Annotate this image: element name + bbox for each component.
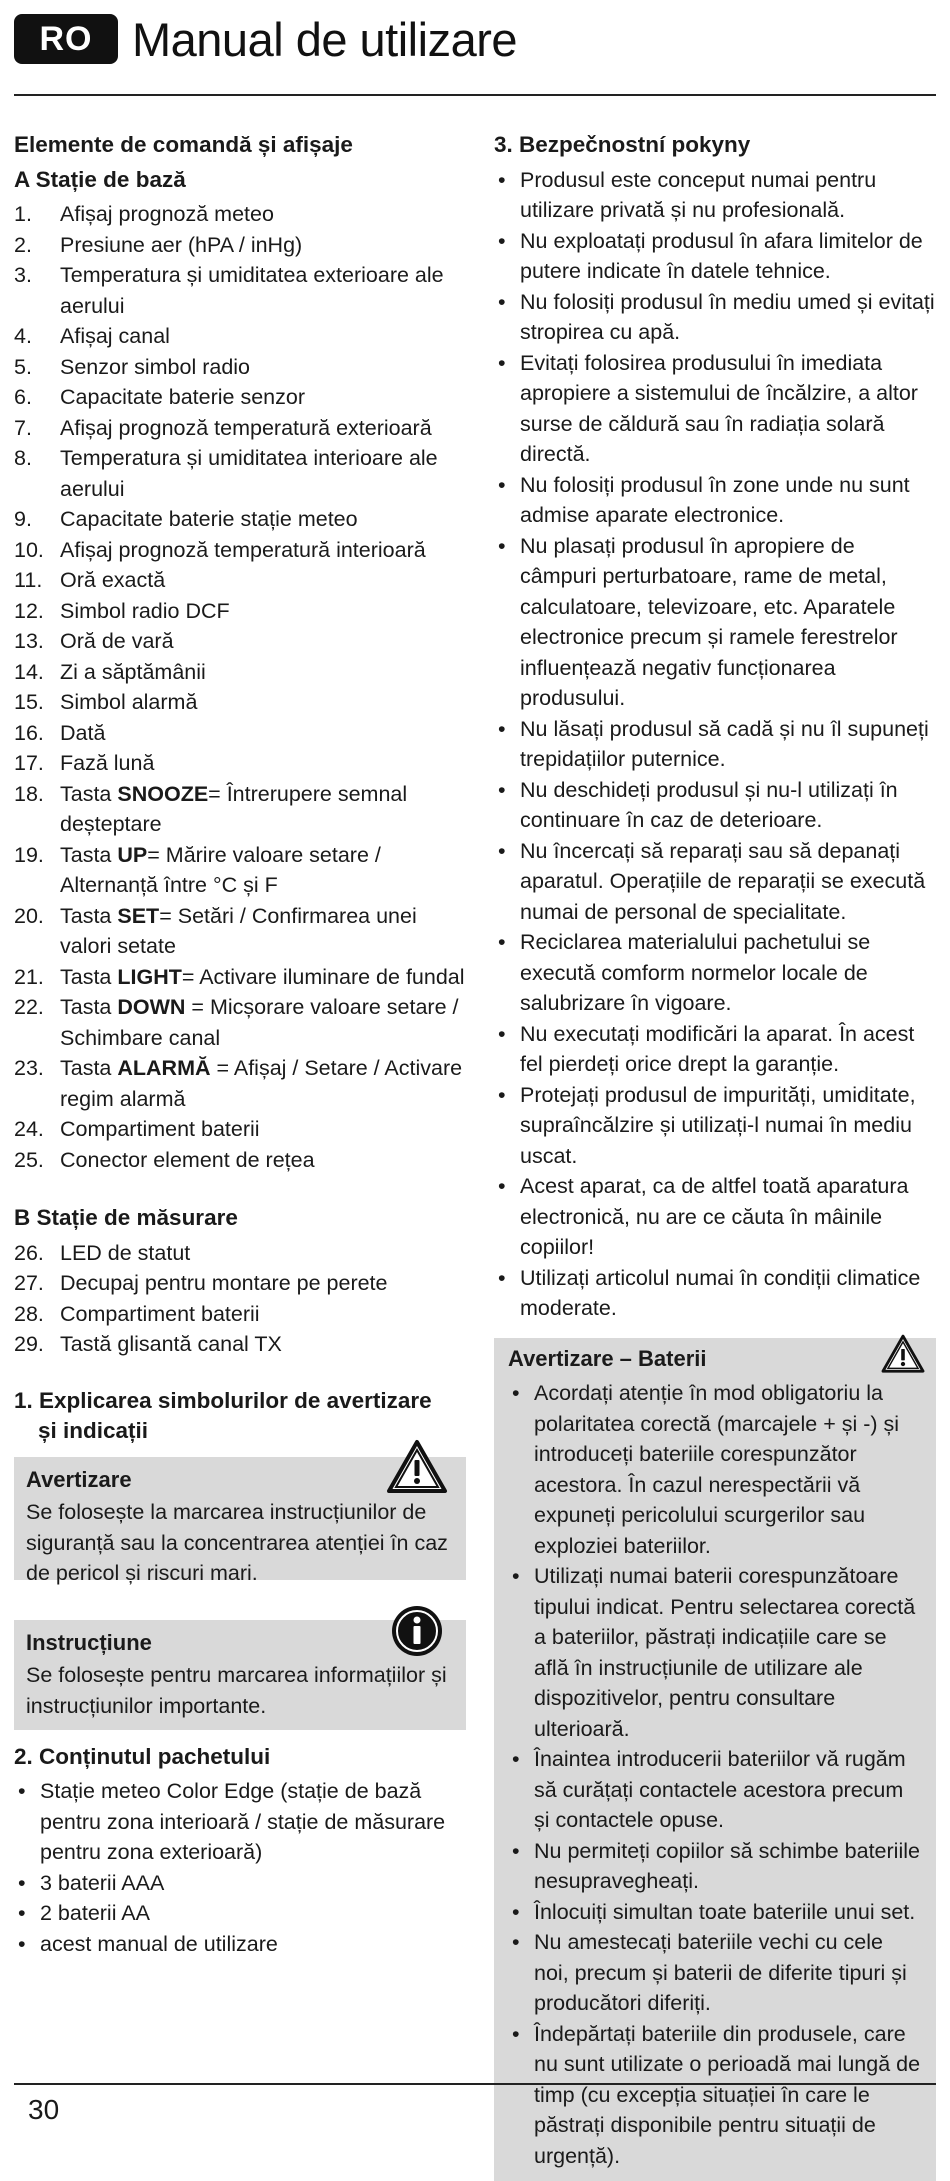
symbols-heading [14,1386,466,1447]
item-number: 24. [14,1114,60,1145]
bullet-icon: • [18,1776,26,1807]
item-text-post: = Activare iluminare de fundal [182,965,465,989]
list-item [14,748,466,779]
item-text [60,626,466,657]
list-item [14,321,466,352]
bullet-text: Nu deschideți produsul și nu-l utilizați în continuare în caz de deterioare. [520,778,898,833]
bullet-icon: • [512,1897,520,1928]
item-text-pre: Decupaj pentru montare pe perete [60,1271,388,1295]
safety-item [494,1080,936,1172]
package-item [14,1776,466,1868]
item-text-pre: Tasta [60,995,117,1019]
item-text-pre: Tastă glisantă canal TX [60,1332,282,1356]
list-item [14,1238,466,1269]
list-item [14,626,466,657]
bullet-icon: • [498,927,506,958]
item-text [60,901,466,962]
item-text-post: = Întrerupere semnal deșteptare [60,782,407,837]
list-item [14,1268,466,1299]
safety-item [494,927,936,1019]
base-station-list [14,199,466,1175]
safety-item [494,165,936,226]
bullet-icon: • [498,1263,506,1294]
item-text-pre: Oră de vară [60,629,174,653]
item-text [60,657,466,688]
bullet-icon: • [512,1836,520,1867]
list-item [14,260,466,321]
item-text-pre: Conector element de rețea [60,1148,315,1172]
bullet-text: Nu încercați să reparați sau să depanați aparatul. Operațiile de reparații se execută numai de personal de specialitate. [520,839,925,924]
bullet-text: Îndepărtați bateriile din produsele, care nu sunt utilizate o perioadă mai lungă de timp (cu excepția situației în care le păstrați disponibile pentru situații de urgență). [534,2022,920,2168]
list-item [14,718,466,749]
bullet-icon: • [18,1868,26,1899]
item-text-pre: Capacitate baterie stație meteo [60,507,358,531]
item-text [60,260,466,321]
bullet-text: Nu plasați produsul în apropiere de câmpuri perturbatoare, rame de metal, calculatoare, televizoare, etc. Aparatele electronice precum și ramele ferestrelor influențează negativ funcționarea produsului. [520,534,898,711]
list-item [14,1329,466,1360]
safety-item [494,714,936,775]
battery-item [508,1836,922,1897]
item-text-pre: Afișaj prognoză temperatură exterioară [60,416,432,440]
list-item [14,535,466,566]
item-text [60,1114,466,1145]
bullet-text: Nu lăsați produsul să cadă și nu îl supuneți trepidațiilor puternice. [520,717,929,772]
item-text-pre: Tasta [60,843,117,867]
list-item [14,1114,466,1145]
safety-item [494,1263,936,1324]
item-text-pre: Capacitate baterie senzor [60,385,305,409]
warning-box-text: Se folosește la marcarea instrucțiunilor de siguranță sau la concentrarea atenției în caz de pericol și riscuri mari. [26,1497,454,1589]
item-number: 17. [14,748,60,779]
item-text-pre: Simbol alarmă [60,690,197,714]
bullet-text: acest manual de utilizare [40,1932,278,1956]
package-item [14,1898,466,1929]
bullet-icon: • [498,348,506,379]
item-number: 16. [14,718,60,749]
bullet-icon: • [512,1378,520,1409]
bullet-icon: • [498,165,506,196]
item-text-pre: Zi a săptămânii [60,660,206,684]
bullet-icon: • [512,1744,520,1775]
safety-item [494,1171,936,1263]
list-item [14,992,466,1053]
item-text-pre: Tasta [60,782,117,806]
item-text [60,443,466,504]
item-number: 20. [14,901,60,962]
item-text [60,779,466,840]
safety-item [494,775,936,836]
bullet-text: Nu folosiți produsul în mediu umed și evitați stropirea cu apă. [520,290,935,345]
bullet-text: Nu folosiți produsul în zone unde nu sunt admise aparate electronice. [520,473,910,528]
item-text-pre: Compartiment baterii [60,1302,260,1326]
item-text [60,1268,466,1299]
safety-item [494,226,936,287]
item-text [60,1238,466,1269]
info-box-text: Se folosește pentru marcarea informațiilor și instrucțiunilor importante. [26,1660,454,1721]
list-item [14,443,466,504]
safety-item [494,348,936,470]
battery-item [508,1378,922,1561]
item-number: 27. [14,1268,60,1299]
controls-heading: Elemente de comandă și afișaje [14,130,466,161]
bullet-icon: • [498,287,506,318]
safety-instructions-list [494,165,936,1324]
bullet-text: Înaintea introducerii bateriilor vă rugăm să curățați contactele acestora precum și contactele opuse. [534,1747,906,1832]
item-text [60,413,466,444]
list-item [14,1299,466,1330]
warning-box [14,1457,466,1580]
bullet-text: Produsul este conceput numai pentru utilizare privată și nu profesională. [520,168,876,223]
package-contents-list [14,1776,466,1959]
left-column [14,130,466,1959]
list-item [14,1145,466,1176]
safety-heading: 3. Bezpečnostní pokyny [494,130,936,161]
item-text-pre: Afișaj canal [60,324,170,348]
battery-warning-title: Avertizare – Baterii [508,1344,922,1375]
bullet-icon: • [498,531,506,562]
item-text [60,1145,466,1176]
item-text-pre: Compartiment baterii [60,1117,260,1141]
bullet-text: Stație meteo Color Edge (stație de bază pentru zona interioară / stație de măsurare pentru zona exterioară) [40,1779,445,1864]
item-text-pre: Afișaj prognoză temperatură interioară [60,538,426,562]
item-text-pre: Oră exactă [60,568,165,592]
list-item [14,1053,466,1114]
bullet-text: Utilizați numai baterii corespunzătoare tipului indicat. Pentru selectarea corectă a bateriilor, păstrați indicațiile care se află în instrucțiunile de utilizare ale dispozitivelor, pentru consultare ulterioară. [534,1564,915,1741]
list-item [14,382,466,413]
item-text [60,962,466,993]
page-number: 30 [28,2094,59,2126]
item-number: 25. [14,1145,60,1176]
bullet-icon: • [498,226,506,257]
header-divider [14,94,936,96]
list-item [14,504,466,535]
item-text [60,687,466,718]
battery-item [508,1927,922,2019]
item-number: 13. [14,626,60,657]
item-number: 29. [14,1329,60,1360]
page-header [14,14,517,64]
item-number: 4. [14,321,60,352]
item-text-pre: Temperatura și umiditatea interioare ale aerului [60,446,438,501]
list-item [14,687,466,718]
bullet-icon: • [18,1898,26,1929]
item-text-pre: Simbol radio DCF [60,599,230,623]
item-number: 3. [14,260,60,321]
list-item [14,657,466,688]
base-station-heading: A Stație de bază [14,165,466,196]
list-item [14,413,466,444]
item-text-pre: Tasta [60,1056,117,1080]
package-item [14,1868,466,1899]
item-number: 2. [14,230,60,261]
footer-divider [14,2083,936,2085]
bullet-text: Acest aparat, ca de altfel toată aparatura electronică, nu are ce căuta în mâinile copiilor! [520,1174,908,1259]
item-text [60,992,466,1053]
item-key-name: DOWN [117,995,185,1019]
item-text-pre: Afișaj prognoză meteo [60,202,274,226]
bullet-icon: • [498,1171,506,1202]
list-item [14,199,466,230]
item-text [60,352,466,383]
item-number: 15. [14,687,60,718]
bullet-text: Protejați produsul de impurități, umiditate, supraîncălzire și utilizați-l numai în mediu uscat. [520,1083,916,1168]
item-text [60,596,466,627]
item-number: 8. [14,443,60,504]
warning-box-title: Avertizare [26,1465,454,1496]
symbols-heading-line1: 1. Explicarea simbolurilor de avertizare [14,1386,466,1417]
measuring-station-heading: B Stație de măsurare [14,1203,466,1234]
item-number: 9. [14,504,60,535]
info-box [14,1620,466,1730]
info-box-title: Instrucțiune [26,1628,454,1659]
list-item [14,352,466,383]
item-text-post: = Mărire valoare setare / Alternanță între °C și F [60,843,381,898]
bullet-text: Nu executați modificări la aparat. În acest fel pierdeți orice drept la garanție. [520,1022,914,1077]
bullet-icon: • [498,775,506,806]
item-text [60,321,466,352]
bullet-text: Evitați folosirea produsului în imediata apropiere a sistemului de încălzire, a altor surse de căldură sau în radiația solară directă. [520,351,918,467]
right-column [494,130,936,2181]
measuring-station-list [14,1238,466,1360]
symbols-heading-line2: și indicații [14,1416,466,1447]
item-text [60,565,466,596]
item-number: 23. [14,1053,60,1114]
safety-item [494,470,936,531]
item-key-name: ALARMĂ [117,1056,210,1080]
item-text-pre: Senzor simbol radio [60,355,250,379]
bullet-text: Utilizați articolul numai în condiții climatice moderate. [520,1266,920,1321]
bullet-text: Înlocuiți simultan toate bateriile unui set. [534,1900,915,1924]
item-text [60,504,466,535]
safety-item [494,287,936,348]
item-text [60,748,466,779]
battery-item [508,1897,922,1928]
item-number: 26. [14,1238,60,1269]
list-item [14,230,466,261]
item-text [60,718,466,749]
warning-triangle-icon [386,1439,448,1495]
item-key-name: SNOOZE [117,782,208,806]
item-key-name: LIGHT [117,965,182,989]
battery-item [508,1744,922,1836]
bullet-text: 2 baterii AA [40,1901,150,1925]
item-text-pre: Temperatura și umiditatea exterioare ale aerului [60,263,444,318]
item-number: 18. [14,779,60,840]
item-text-pre: Presiune aer (hPA / inHg) [60,233,302,257]
list-item [14,901,466,962]
item-number: 28. [14,1299,60,1330]
package-item [14,1929,466,1960]
safety-item [494,836,936,928]
item-text [60,1053,466,1114]
bullet-icon: • [498,836,506,867]
item-number: 5. [14,352,60,383]
battery-item [508,1561,922,1744]
bullet-text: Acordați atenție în mod obligatoriu la polaritatea corectă (marcajele + și -) și introduceți bateriile corespunzător acestora. În cazul nerespectării vă expuneți pericolului scurgerilor sau exploziei bateriilor. [534,1381,899,1558]
item-key-name: UP [117,843,147,867]
item-number: 19. [14,840,60,901]
item-text-post: = Afișaj / Setare / Activare regim alarmă [60,1056,462,1111]
list-item [14,565,466,596]
item-text-post: = Setări / Confirmarea unei valori setate [60,904,417,959]
item-text-post: = Micșorare valoare setare / Schimbare canal [60,995,459,1050]
item-text-pre: Fază lună [60,751,154,775]
list-item [14,596,466,627]
item-number: 12. [14,596,60,627]
safety-item [494,1019,936,1080]
item-text-pre: LED de statut [60,1241,190,1265]
item-text-pre: Tasta [60,904,117,928]
bullet-icon: • [512,1927,520,1958]
package-heading: 2. Conținutul pachetului [14,1742,466,1773]
item-text [60,1299,466,1330]
bullet-icon: • [18,1929,26,1960]
bullet-text: Nu exploatați produsul în afara limitelor de putere indicate în datele tehnice. [520,229,923,284]
bullet-icon: • [498,1019,506,1050]
item-text-pre: Dată [60,721,105,745]
item-number: 21. [14,962,60,993]
bullet-text: 3 baterii AAA [40,1871,164,1895]
battery-warning-box [494,1338,936,2181]
bullet-text: Nu amestecați bateriile vechi cu cele noi, precum și baterii de diferite tipuri și producători diferiți. [534,1930,907,2015]
item-number: 10. [14,535,60,566]
list-item [14,779,466,840]
safety-item [494,531,936,714]
list-item [14,962,466,993]
bullet-icon: • [498,1080,506,1111]
info-icon [390,1604,444,1658]
item-number: 22. [14,992,60,1053]
item-text [60,840,466,901]
bullet-text: Reciclarea materialului pachetului se execută comform normelor locale de salubrizare în vigoare. [520,930,870,1015]
item-text [60,199,466,230]
item-number: 6. [14,382,60,413]
item-number: 11. [14,565,60,596]
item-text-pre: Tasta [60,965,117,989]
bullet-icon: • [512,2019,520,2050]
list-item [14,840,466,901]
bullet-icon: • [498,714,506,745]
language-badge: RO [14,14,118,64]
item-number: 14. [14,657,60,688]
item-text [60,382,466,413]
item-text [60,1329,466,1360]
battery-warning-triangle-icon [880,1334,926,1374]
page-title: Manual de utilizare [132,12,517,67]
battery-warning-list [508,1378,922,2171]
bullet-text: Nu permiteți copiilor să schimbe bateriile nesupravegheați. [534,1839,920,1894]
item-number: 1. [14,199,60,230]
item-text [60,230,466,261]
bullet-icon: • [498,470,506,501]
battery-item [508,2019,922,2172]
bullet-icon: • [512,1561,520,1592]
item-number: 7. [14,413,60,444]
item-key-name: SET [117,904,159,928]
item-text [60,535,466,566]
